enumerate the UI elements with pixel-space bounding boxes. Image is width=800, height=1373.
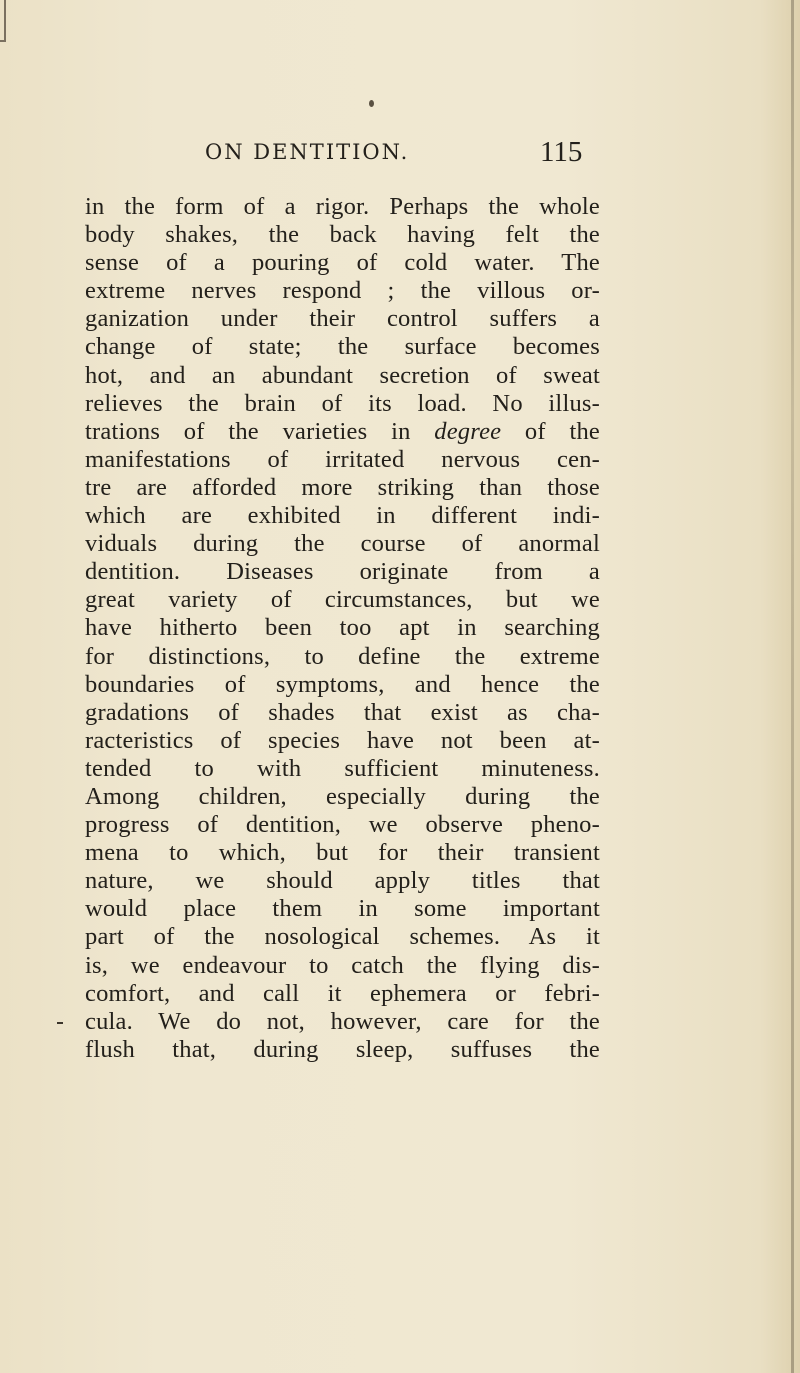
text-line: in the form of a rigor. Perhaps the whole [85, 193, 600, 220]
page-edge-left [0, 0, 6, 42]
text-line: manifestations of irritated nervous cen- [85, 445, 600, 473]
text-line: tended to with sufficient minuteness. [85, 754, 600, 782]
running-head [0, 136, 800, 170]
body-text [85, 193, 600, 1064]
running-head-title: ON DENTITION. [205, 140, 410, 164]
text-line: gradations of shades that exist as cha- [85, 698, 600, 726]
text-line: part of the nosological schemes. As it [85, 923, 600, 951]
printer-mark [369, 100, 374, 107]
text-line: Among children, especially during the [85, 782, 600, 810]
text-line: boundaries of symptoms, and hence the [85, 670, 600, 698]
page-number: 115 [540, 136, 583, 168]
text-line: for distinctions, to define the extreme [85, 642, 600, 670]
text-line: is, we endeavour to catch the flying dis- [85, 951, 600, 979]
text-line: which are exhibited in different indi- [85, 502, 600, 530]
text-line: body shakes, the back having felt the [85, 221, 600, 249]
text-line: racteristics of species have not been at- [85, 726, 600, 754]
text-line: hot, and an abundant secretion of sweat [85, 361, 600, 389]
text-line: ganization under their control suffers a [85, 305, 600, 333]
text-line: cula. We do not, however, care for the [85, 1007, 600, 1035]
text-line: mena to which, but for their transient [85, 839, 600, 867]
text-line: comfort, and call it ephemera or febri- [85, 979, 600, 1007]
text-line: progress of dentition, we observe pheno- [85, 811, 600, 839]
text-line: trations of the varieties in degree of the [85, 417, 600, 445]
text-line: change of state; the surface becomes [85, 333, 600, 361]
text-line: have hitherto been too apt in searching [85, 614, 600, 642]
text-line: tre are afforded more striking than those [85, 473, 600, 501]
text-line: extreme nerves respond ; the villous or- [85, 277, 600, 305]
text-line: sense of a pouring of cold water. The [85, 249, 600, 277]
emphasis-word: degree [434, 417, 502, 445]
margin-mark [57, 1022, 63, 1024]
text-line: would place them in some important [85, 895, 600, 923]
text-line: great variety of circumstances, but we [85, 586, 600, 614]
text-line: viduals during the course of anormal [85, 530, 600, 558]
text-line: nature, we should apply titles that [85, 867, 600, 895]
text-line: dentition. Diseases originate from a [85, 558, 600, 586]
text-line: flush that, during sleep, suffuses the [85, 1035, 600, 1063]
page-edge-right [791, 0, 794, 1373]
text-line: relieves the brain of its load. No illus- [85, 389, 600, 417]
